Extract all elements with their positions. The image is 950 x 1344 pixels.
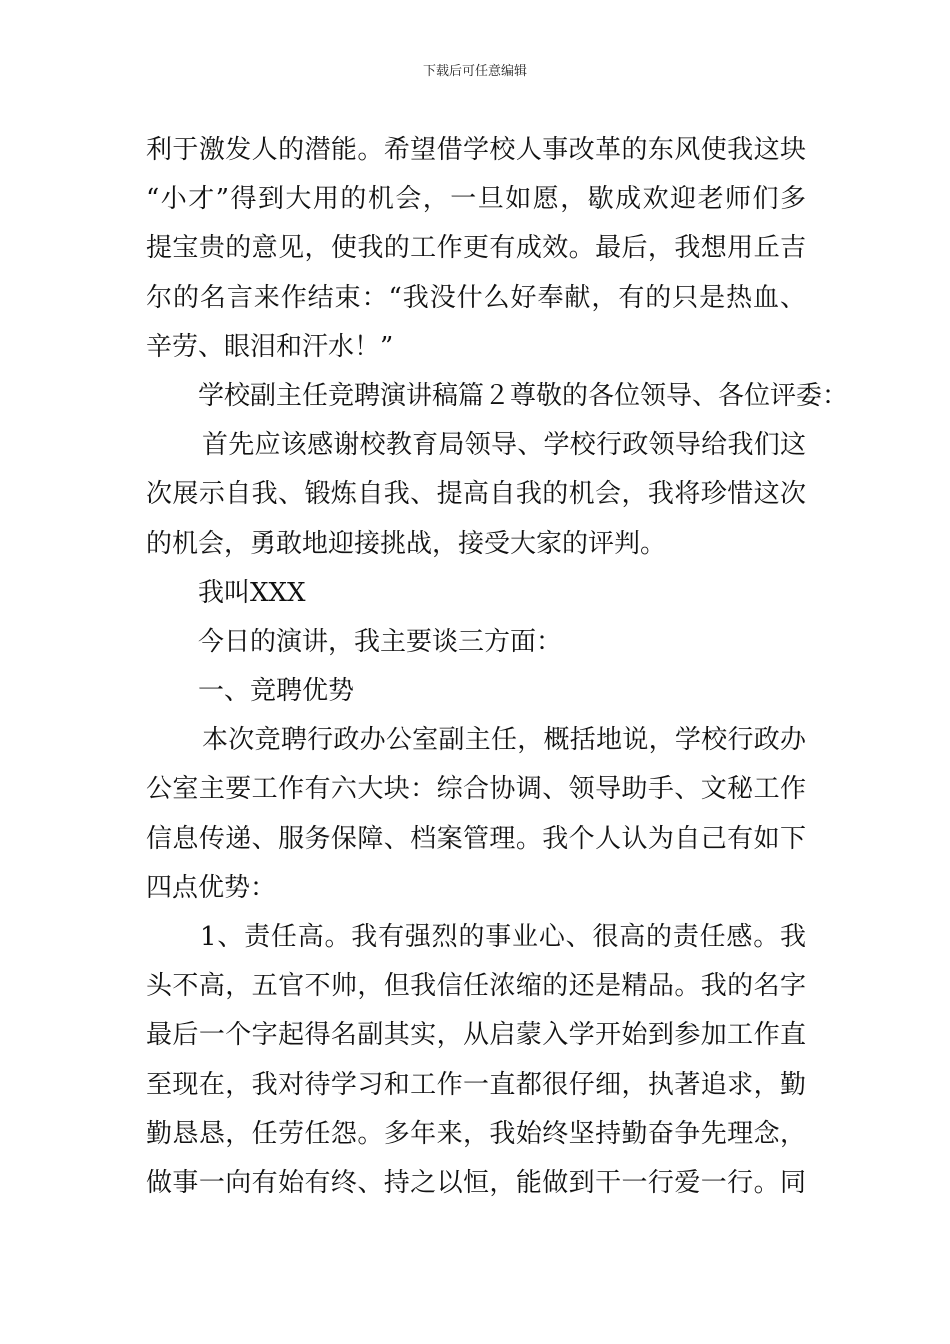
text-line: 四点优势： <box>146 872 277 903</box>
text-line: 尔的名言来作结束：“我没什么好奉献，有的只是热血、 <box>146 282 806 313</box>
text-line: 今日的演讲，我主要谈三方面： <box>198 626 563 657</box>
text-line: 最后一个字起得名副其实，从启蒙入学开始到参加工作直 <box>146 1020 806 1051</box>
text-line: 本次竞聘行政办公室副主任，概括地说，学校行政办 <box>202 725 806 756</box>
document-body <box>146 126 849 1208</box>
text-line: 做事一向有始有终、持之以恒，能做到干一行爱一行。同 <box>146 1167 806 1198</box>
text-line: 公室主要工作有六大块：综合协调、领导助手、文秘工作 <box>146 774 806 805</box>
text-line: 学校副主任竞聘演讲稿篇２尊敬的各位领导、各位评委： <box>198 380 849 411</box>
text-line: 我叫XXX <box>198 577 306 608</box>
text-line: 首先应该感谢校教育局领导、学校行政领导给我们这 <box>202 430 806 461</box>
text-line: 的机会，勇敢地迎接挑战，接受大家的评判。 <box>146 528 667 559</box>
text-line: 1、责任高。我有强烈的事业心、很高的责任感。我 <box>200 922 806 952</box>
text-line: “小才”得到大用的机会，一旦如愿，歇成欢迎老师们多 <box>146 184 806 215</box>
text-line: 次展示自我、锻炼自我、提高自我的机会，我将珍惜这次 <box>146 479 806 510</box>
text-line: 至现在，我对待学习和工作一直都很仔细，执著追求，勤 <box>146 1069 806 1100</box>
text-line: 辛劳、眼泪和汗水！” <box>146 331 394 362</box>
text-line: 提宝贵的意见，使我的工作更有成效。最后，我想用丘吉 <box>146 233 806 264</box>
text-line: 头不高，五官不帅，但我信任浓缩的还是精品。我的名字 <box>146 971 806 1002</box>
text-line: 利于激发人的潜能。希望借学校人事改革的东风使我这块 <box>146 135 806 165</box>
text-line: 勤恳恳，任劳任怨。多年来，我始终坚持勤奋争先理念， <box>146 1118 806 1149</box>
section-heading: 一、竞聘优势 <box>198 676 355 707</box>
text-line: 信息传递、服务保障、档案管理。我个人认为自己有如下 <box>146 823 806 854</box>
page-header: 下载后可任意编辑 <box>422 64 527 79</box>
